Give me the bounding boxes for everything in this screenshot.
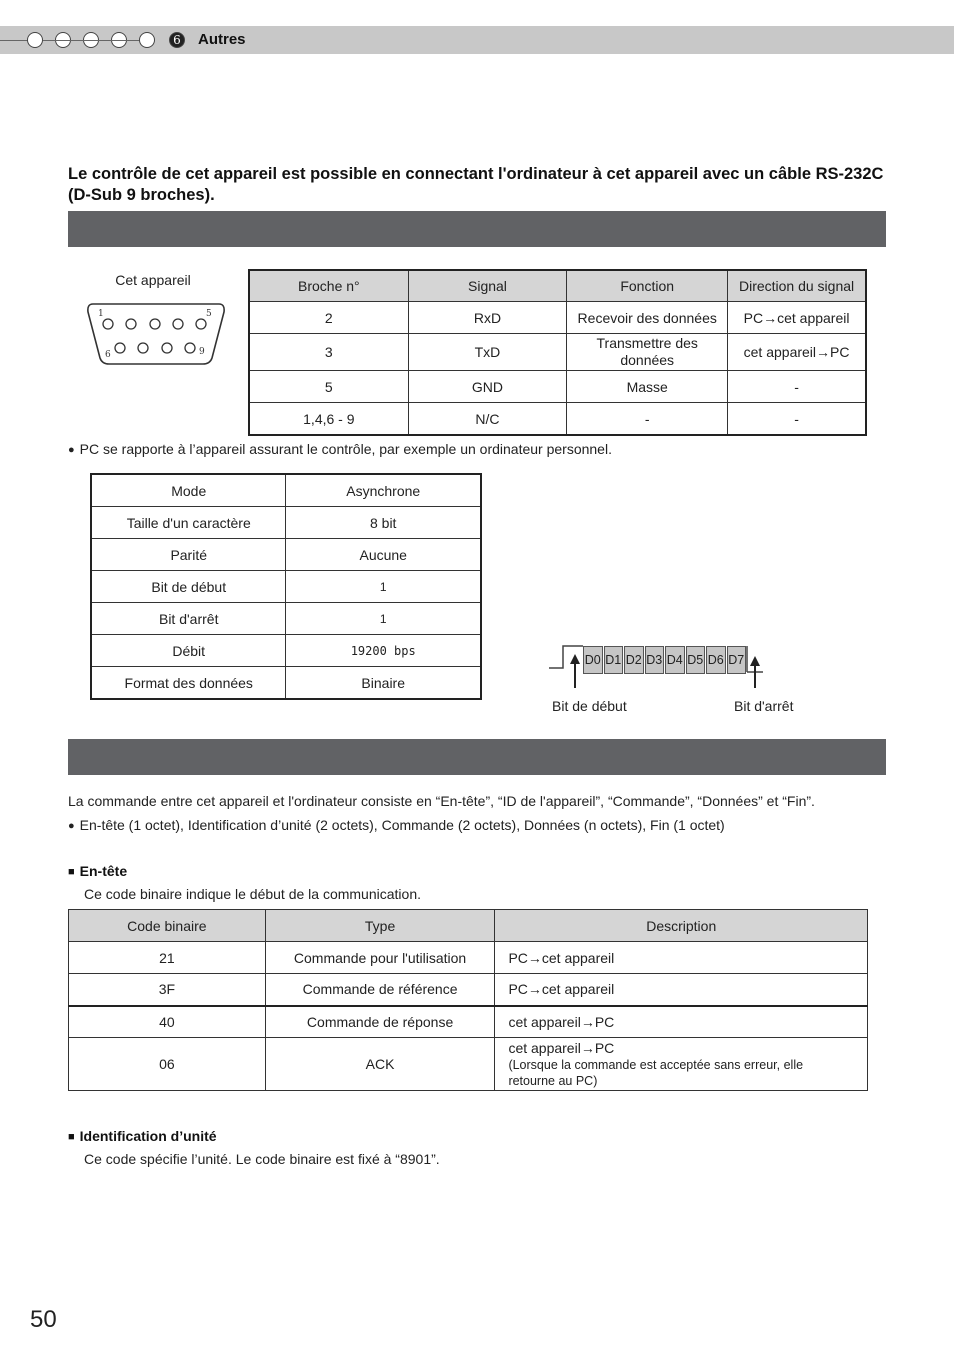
table-cell [495, 1038, 868, 1091]
table-cell: PC→cet appareil [495, 942, 868, 974]
table-cell: ACK [265, 1038, 495, 1091]
pin-table-header: Fonction [567, 271, 728, 302]
table-cell: Commande de réponse [265, 1006, 495, 1038]
pin-label-1: 1 [98, 309, 104, 319]
desc-note: (Lorsque la commande est acceptée sans erreur, elle retourne au PC) [508, 1057, 804, 1088]
table-cell: Taille d'un caractère [92, 507, 286, 539]
pin-label-9: 9 [199, 347, 205, 357]
bit-cell: D2 [624, 646, 644, 674]
header-code-table [68, 909, 868, 1091]
bit-cell: D5 [686, 646, 706, 674]
table-cell: Transmettre des données [567, 334, 728, 371]
table-row [92, 507, 481, 539]
bit-cell: D6 [706, 646, 726, 674]
table-cell: PC→cet appareil [728, 302, 866, 334]
command-structure-note [68, 817, 725, 833]
table-cell: 1,4,6 - 9 [250, 403, 409, 435]
table-row [250, 371, 866, 403]
table-row [92, 571, 481, 603]
table-cell: Bit d'arrêt [92, 603, 286, 635]
header-table-header: Description [495, 910, 868, 942]
header-section-title [68, 863, 127, 879]
table-cell: 06 [69, 1038, 266, 1091]
table-cell: Recevoir des données [567, 302, 728, 334]
table-cell: PC→cet appareil [495, 974, 868, 1006]
table-cell: 1 [286, 603, 481, 635]
table-cell: Asynchrone [286, 475, 481, 507]
connector-label: Cet appareil [115, 272, 191, 288]
table-row [69, 1006, 868, 1038]
command-structure-text: En-tête (1 octet), Identification d’unité (2 octets), Commande (2 octets), Données (n octets), Fin (1 octet) [79, 817, 725, 833]
pc-note [68, 441, 612, 457]
header-section-title-text: En-tête [79, 863, 128, 879]
pin-table-header: Direction du signal [728, 271, 866, 302]
header-table-header: Type [265, 910, 495, 942]
page-number: 50 [30, 1306, 57, 1333]
comm-settings-table [91, 474, 481, 699]
chapter-number-badge: 6 [169, 32, 185, 48]
table-cell: 3 [250, 334, 409, 371]
chapter-indicator-line [43, 40, 139, 41]
desc-main: cet appareil→PC [508, 1039, 615, 1056]
table-cell: - [728, 371, 866, 403]
bit-cells-row [583, 646, 746, 674]
table-cell: Débit [92, 635, 286, 667]
bit-cell: D0 [583, 646, 603, 674]
table-row [250, 302, 866, 334]
table-cell: Format des données [92, 667, 286, 699]
table-cell: 2 [250, 302, 409, 334]
chapter-indicator-5 [139, 32, 155, 48]
section-bar-command-format [68, 739, 886, 775]
table-cell: Binaire [286, 667, 481, 699]
table-row [92, 603, 481, 635]
table-cell: Commande pour l'utilisation [265, 942, 495, 974]
pin-label-6: 6 [105, 350, 111, 360]
table-row [250, 403, 866, 435]
pin-label-5: 5 [206, 309, 212, 319]
table-row [92, 635, 481, 667]
header-section-desc: Ce code binaire indique le début de la communication. [84, 886, 421, 902]
table-row [92, 539, 481, 571]
pin-table [249, 270, 866, 435]
pin-table-header: Signal [408, 271, 567, 302]
table-row [69, 974, 868, 1006]
table-cell: cet appareil→PC [728, 334, 866, 371]
unit-section-desc: Ce code spécifie l’unité. Le code binaire est fixé à “8901”. [84, 1151, 440, 1167]
unit-section-title-text: Identification d’unité [79, 1128, 217, 1144]
table-cell: Commande de référence [265, 974, 495, 1006]
table-cell: 19200 bps [286, 635, 481, 667]
table-cell: Parité [92, 539, 286, 571]
table-row [69, 1038, 868, 1091]
intro-text: Le contrôle de cet appareil est possible en connectant l'ordinateur à cet appareil avec un câble RS-232C (D-Sub 9 broches). [68, 165, 884, 204]
table-cell: - [567, 403, 728, 435]
table-cell: Bit de début [92, 571, 286, 603]
table-row [92, 475, 481, 507]
bit-cell: D7 [727, 646, 747, 674]
table-cell: RxD [408, 302, 567, 334]
stop-bit-label: Bit d'arrêt [734, 698, 794, 714]
table-cell: 1 [286, 571, 481, 603]
table-cell: Aucune [286, 539, 481, 571]
table-cell: N/C [408, 403, 567, 435]
chapter-indicator-1 [27, 32, 43, 48]
table-cell: 8 bit [286, 507, 481, 539]
header-table-header: Code binaire [69, 910, 266, 942]
table-cell: 3F [69, 974, 266, 1006]
table-cell: - [728, 403, 866, 435]
table-cell: 40 [69, 1006, 266, 1038]
unit-section-title [68, 1128, 217, 1144]
table-cell: GND [408, 371, 567, 403]
bit-cell: D4 [665, 646, 685, 674]
table-cell: Masse [567, 371, 728, 403]
table-row [69, 942, 868, 974]
pin-table-header: Broche n° [250, 271, 409, 302]
table-cell: cet appareil→PC [495, 1006, 868, 1038]
section-bar-connection [68, 211, 886, 247]
table-row [250, 334, 866, 371]
bit-cell: D1 [604, 646, 624, 674]
bit-cell: D3 [645, 646, 665, 674]
chapter-title: Autres [198, 31, 246, 48]
dsub9-connector-icon [86, 298, 226, 368]
table-row [92, 667, 481, 699]
table-cell: 5 [250, 371, 409, 403]
table-cell: 21 [69, 942, 266, 974]
pc-note-text: PC se rapporte à l’appareil assurant le contrôle, par exemple un ordinateur personnel. [79, 441, 612, 457]
command-intro: La commande entre cet appareil et l'ordinateur consiste en “En-tête”, “ID de l'appareil”, “Commande”, “Données” et “Fin”. [68, 793, 815, 809]
start-bit-label: Bit de début [552, 698, 627, 714]
table-cell: Mode [92, 475, 286, 507]
table-cell: TxD [408, 334, 567, 371]
